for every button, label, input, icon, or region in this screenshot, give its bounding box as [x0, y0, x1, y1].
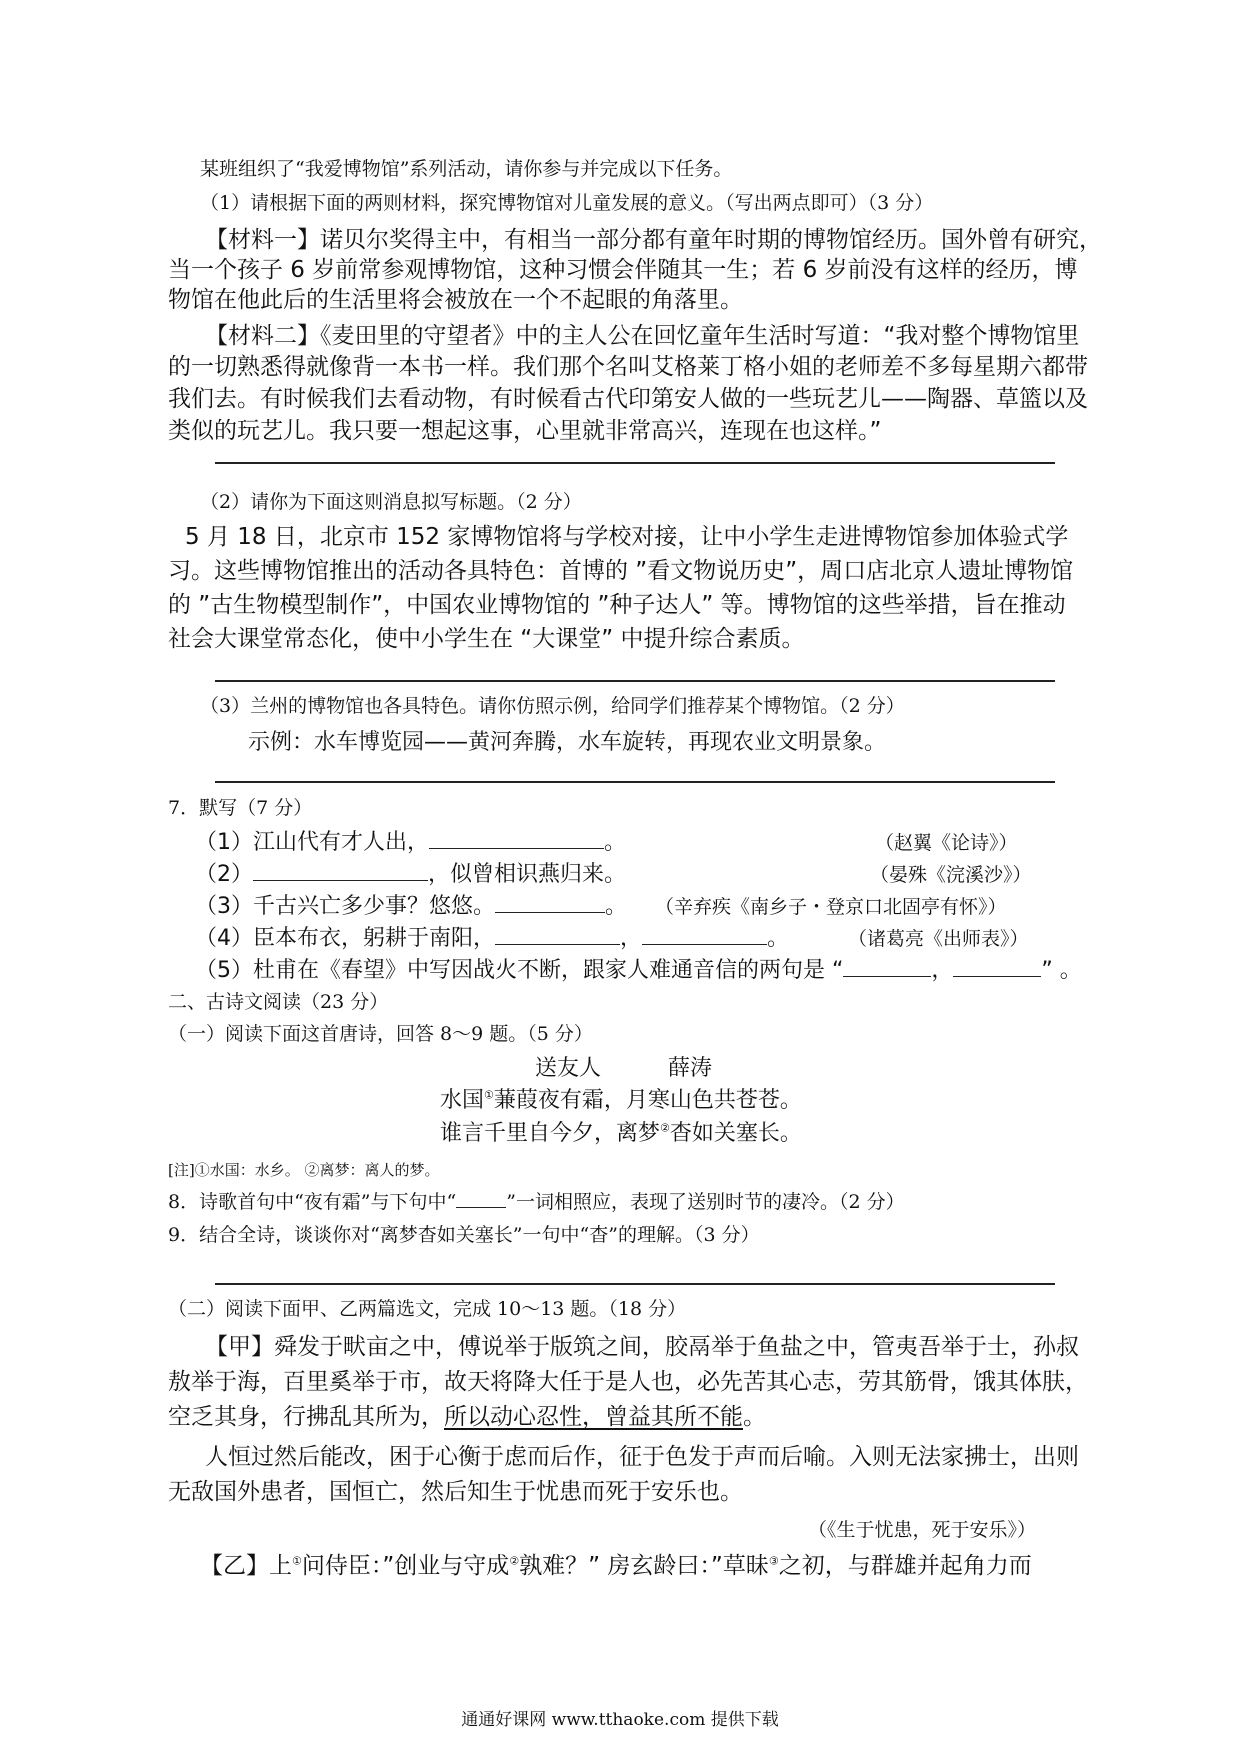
- blank-field[interactable]: [953, 975, 1041, 977]
- q7-item-3-end: 。: [605, 894, 628, 919]
- passage-jia-source: （《生于忧患，死于安乐》）: [808, 1519, 1037, 1541]
- q7-item-3: [195, 896, 627, 918]
- q7-item-5-text: （5）杜甫在《春望》中写因战火不断，跟家人难通音信的两句是 “: [195, 958, 844, 983]
- footnote-mark: ①: [484, 1088, 494, 1102]
- news-line: 习。这些博物馆推出的活动各具特色：首博的 ”看文物说历史”，周口店北京人遗址博物馆: [168, 558, 1074, 584]
- blank-field[interactable]: [253, 879, 428, 881]
- q7-item-3-source: （辛弃疾《南乡子・登京口北固亭有怀》）: [655, 896, 1007, 918]
- material2-line: 的一切熟悉得就像背一本书一样。我们那个名叫艾格莱丁格小姐的老师差不多每星期六都带: [168, 354, 1088, 380]
- poem-line-1-a: 水国: [440, 1088, 485, 1113]
- passage-jia-line: 无敌国外患者，国恒亡，然后知生于忧患而死于安乐也。: [168, 1479, 743, 1505]
- answer-line-q1[interactable]: [215, 462, 1055, 464]
- q7-item-4-sep: ，: [620, 926, 643, 951]
- poem-note: [注]①水国：水乡。 ②离梦：离人的梦。: [168, 1161, 440, 1179]
- blank-field[interactable]: [843, 975, 931, 977]
- material1-line: 物馆在他此后的生活里将会被放在一个不起眼的角落里。: [168, 287, 743, 313]
- poem-line-2-a: 谁言千里自今夕，离梦: [440, 1121, 661, 1146]
- q7-item-5-sep: ，: [931, 958, 954, 983]
- passage-yi-text: 孰难？” 房玄龄曰：”草昧: [519, 1553, 769, 1579]
- blank-field[interactable]: [642, 943, 767, 945]
- passage-jia-line: [168, 1406, 766, 1429]
- material1-line: 【材料一】诺贝尔奖得主中，有相当一部分都有童年时期的博物馆经历。国外曾有研究，: [205, 227, 1102, 253]
- passage-jia-line: 【甲】舜发于畎亩之中，傅说举于版筑之间，胶鬲举于鱼盐之中，管夷吾举于士，孙叔: [205, 1334, 1079, 1360]
- q2-prompt: （2）请你为下面这则消息拟写标题。（2 分）: [200, 491, 582, 513]
- q9: 9．结合全诗，谈谈你对“离梦杳如关塞长”一句中“杳”的理解。（3 分）: [168, 1224, 760, 1246]
- q8-text-a: 8．诗歌首句中“夜有霜”与下句中“: [168, 1191, 457, 1213]
- poem-line-1-b: 蒹葭夜有霜，月寒山色共苍苍。: [493, 1088, 802, 1113]
- poem-prompt: （一）阅读下面这首唐诗，回答 8～9 题。（5 分）: [168, 1023, 593, 1045]
- blank-field[interactable]: [429, 847, 604, 849]
- poem-author: 薛涛: [668, 1056, 713, 1081]
- intro-text: 某班组织了“我爱博物馆”系列活动，请你参与并完成以下任务。: [200, 158, 733, 180]
- poem-line-2: [440, 1123, 802, 1145]
- news-line: 的 ”古生物模型制作”，中国农业博物馆的 ”种子达人” 等。博物馆的这些举措，旨在推动: [168, 592, 1066, 618]
- page-footer: 通通好课网 www.tthaoke.com 提供下载: [461, 1710, 779, 1730]
- footnote-mark: ②: [509, 1554, 520, 1568]
- passage-jia-line: 人恒过然后能改，困于心衡于虑而后作，征于色发于声而后喻。入则无法家拂士，出则: [205, 1444, 1079, 1470]
- q7-item-1-source: （赵翼《论诗》）: [875, 832, 1018, 854]
- material2-line: 类似的玩艺儿。我只要一想起这事，心里就非常高兴，连现在也这样。”: [168, 418, 882, 444]
- q7-item-4-end: 。: [767, 926, 790, 951]
- blank-field[interactable]: [495, 943, 620, 945]
- passage-yi-line: [200, 1555, 1032, 1578]
- q7-item-3-text: （3）千古兴亡多少事？悠悠。: [195, 894, 495, 919]
- passage-jia-text: 。: [743, 1404, 766, 1430]
- blank-field[interactable]: [495, 911, 605, 913]
- poem-line-2-b: 杳如关塞长。: [669, 1121, 802, 1146]
- poem-line-1: [440, 1090, 802, 1112]
- footnote-mark: ②: [660, 1121, 670, 1135]
- q7-item-2-source: （晏殊《浣溪沙》）: [870, 864, 1032, 886]
- passage-yi-text: 之初，与群雄并起角力而: [778, 1553, 1032, 1579]
- q3-prompt: （3）兰州的博物馆也各具特色。请你仿照示例，给同学们推荐某个博物馆。（2 分）: [200, 695, 905, 717]
- news-line: 5 月 18 日，北京市 152 家博物馆将与学校对接，让中小学生走进博物馆参加体验式学: [185, 524, 1069, 550]
- material1-line: 当一个孩子 6 岁前常参观博物馆，这种习惯会伴随其一生；若 6 岁前没有这样的经历，博: [168, 257, 1078, 283]
- answer-line-q9[interactable]: [215, 1283, 1055, 1285]
- footnote-mark: ③: [768, 1554, 779, 1568]
- q7-item-4-text: （4）臣本布衣，躬耕于南阳，: [195, 926, 495, 951]
- q7-item-1-text: （1）江山代有才人出，: [195, 830, 429, 855]
- answer-line-q3[interactable]: [215, 781, 1055, 783]
- q7-item-4-source: （诸葛亮《出师表》）: [848, 928, 1029, 950]
- poem-title: 送友人: [535, 1056, 602, 1081]
- blank-field[interactable]: [456, 1206, 506, 1208]
- material2-line: 我们去。有时候我们去看动物，有时候看古代印第安人做的一些玩艺儿——陶器、草篮以及: [168, 386, 1088, 412]
- q8-text-b: ”一词相照应，表现了送别时节的凄冷。（2 分）: [506, 1191, 905, 1213]
- q7-item-4: [195, 928, 789, 950]
- footnote-mark: ①: [292, 1554, 302, 1568]
- classical-prompt: （二）阅读下面甲、乙两篇选文，完成 10～13 题。（18 分）: [168, 1298, 687, 1320]
- news-line: 社会大课堂常态化，使中小学生在 “大课堂” 中提升综合素质。: [168, 626, 805, 652]
- passage-jia-text: 空乏其身，行拂乱其所为，: [168, 1404, 444, 1430]
- answer-line-q2[interactable]: [215, 680, 1055, 682]
- q7-item-2-text: ，似曾相识燕归来。: [428, 862, 627, 887]
- q7-item-1: [195, 832, 626, 854]
- material2-line: 【材料二】《麦田里的守望者》中的主人公在回忆童年生活时写道：“我对整个博物馆里: [205, 323, 1080, 349]
- q8: [168, 1193, 905, 1212]
- q7-item-2: [195, 864, 626, 886]
- section-2-heading: 二、古诗文阅读（23 分）: [168, 991, 389, 1013]
- passage-yi-text: 【乙】上: [200, 1553, 292, 1579]
- q3-example: 示例：水车博览园——黄河奔腾，水车旋转，再现农业文明景象。: [248, 730, 887, 755]
- q1-prompt: （1）请根据下面的两则材料，探究博物馆对儿童发展的意义。（写出两点即可）（3 分）: [200, 192, 934, 214]
- q7-item-2-label: （2）: [195, 862, 253, 887]
- q7-title: 7．默写（7 分）: [168, 797, 313, 819]
- passage-yi-text: 问侍臣：”创业与守成: [301, 1553, 510, 1579]
- q7-item-1-end: 。: [604, 830, 627, 855]
- passage-jia-line: 敖举于海，百里奚举于市，故天将降大任于是人也，必先苦其心志，劳其筋骨，饿其体肤，: [168, 1369, 1088, 1395]
- q7-item-5-end: ” 。: [1041, 958, 1082, 983]
- q7-item-5: [195, 960, 1082, 982]
- underlined-sentence: 所以动心忍性，曾益其所不能: [444, 1404, 743, 1430]
